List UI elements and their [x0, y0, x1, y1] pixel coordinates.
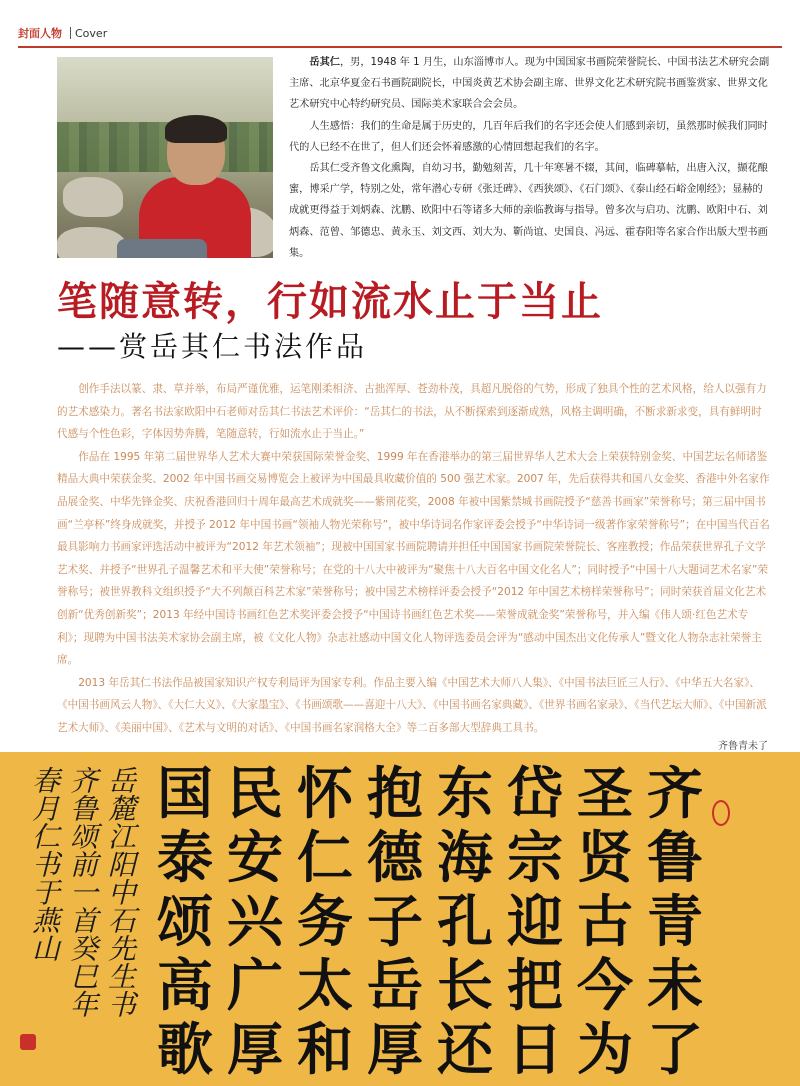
- calligraphy-character: 岳: [367, 953, 423, 1019]
- body-paragraph: 作品在 1995 年第二届世界华人艺术大赛中荣获国际荣誉金奖、1999 年在香港举办的第三届世界华人艺术大会上荣获特别金奖、中国艺坛名师诸鉴精品大典中荣获金奖、2002 年中国书画交易博览会上被评为中国最具收藏价值的 500 强艺术家。2007 年，先后获得共和国八女金奖、香港中外名家作品展金奖、中华先锋金奖、庆祝香港回归十周年最高艺术成就奖——紫荆花奖，2008 年被中国紫禁城书画院授予“慈善书画家”荣誉称号；第三届中国书画“兰亭杯”终身成就奖，并授予 2012 年中国书画“领袖人物光荣称号”，被中华诗词名作家评委会授予“中华诗词一级著作家荣誉称号”；在中国当代百名最具影响力书画家评选活动中被评为“2012 年艺术领袖”；现被中国国家书画院聘请并担任中国国家书画院荣誉院长、客座教授；作品荣获世界孔子文学艺术奖、并授予“世界孔子温馨艺术和平大使”荣誉称号；在党的十八大中被评为“聚焦十八大百名中国文化名人”；同时授予“中国十八大题词艺术名家”荣誉称号；被世界教科文组织授予“大不列颠百科艺术家”荣誉称号；被中国艺术榜样评委会授予“2012 年中国艺术榜样荣誉称号”；同时荣获首届文化艺术创新“优秀创新奖”；2013 年经中国诗书画红色艺术奖评委会授予“中国诗书画红色艺术奖——荣誉成就金奖”荣誉称号，并入编《伟人颂·红色艺术专利》；现聘为中国书法美术家协会副主席，被《文化人物》杂志社感动中国文化人物评选委员会评为“感动中国杰出文化传承人”暨文化人物杂志社荣誉主席。: [57, 450, 770, 667]
- section-label: 封面人物: [18, 27, 62, 40]
- seal-stamp: [20, 1034, 36, 1050]
- intro-paragraph: [289, 52, 771, 116]
- calligraphy-character: 安: [227, 825, 283, 891]
- article-subtitle: ——赏岳其仁书法作品: [57, 330, 368, 363]
- calligraphy-row: [150, 826, 710, 890]
- inscription-column: 齐鲁颂前一首癸巳年: [66, 766, 99, 1018]
- intro-paragraph: 岳其仁受齐鲁文化熏陶，自幼习书，勤勉刻苦，几十年寒暑不辍，其间，临碑摹帖，出唐入汉，撷花酿蜜，博采广学，特别之处，常年潜心专研《张迁碑》、《西狭颂》、《石门颂》、《泰山经石峪金刚经》；显赫的成就更得益于刘炳森、沈鹏、欧阳中石等诸多大师的亲临教诲与指导。曾多次与启功、沈鹏、欧阳中石、刘炳森、范曾、邹德忠、黄永玉、刘文西、刘大为、靳尚谊、史国良、冯远、霍春阳等名家合作出版大型书画集。: [289, 163, 768, 259]
- calligraphy-character: 国: [157, 761, 213, 827]
- calligraphy-character: 青: [647, 889, 703, 955]
- calligraphy-row: [150, 954, 710, 1018]
- calligraphy-character: 和: [297, 1017, 353, 1083]
- calligraphy-character: 抱: [367, 761, 423, 827]
- calligraphy-row: [150, 762, 710, 826]
- calligraphy-character: 东: [437, 761, 493, 827]
- calligraphy-character: 民: [227, 761, 283, 827]
- calligraphy-character: 海: [437, 825, 493, 891]
- calligraphy-character: 颂: [157, 889, 213, 955]
- seal-stamp: [712, 800, 730, 826]
- portrait-hair: [165, 115, 227, 143]
- article-title: 笔随意转，行如流水止于当止: [57, 278, 603, 325]
- calligraphy-character: 岱: [507, 761, 563, 827]
- calligraphy-row: [150, 1018, 710, 1082]
- calligraphy-inscription: [16, 766, 136, 1076]
- intro-bio: ，男，1948 年 1 月生，山东淄博市人。现为中国国家书画院荣誉院长、中国书法艺术研究会副主席、北京华夏金石书画院副院长，中国炎黄艺术协会副主席、世界文化艺术研究院书画鉴赏家、世界文化艺术研究中心特约研究员、国际美术家联合会会员。: [289, 57, 770, 111]
- artist-name: 岳其仁: [309, 57, 340, 68]
- calligraphy-character: 贤: [577, 825, 633, 891]
- calligraphy-character: 广: [227, 953, 283, 1019]
- calligraphy-character: 太: [297, 953, 353, 1019]
- calligraphy-character: 圣: [577, 761, 633, 827]
- section-label-en: Cover: [75, 26, 108, 40]
- portrait-rock: [63, 177, 123, 217]
- calligraphy-character: 宗: [507, 825, 563, 891]
- calligraphy-character: 德: [367, 825, 423, 891]
- calligraphy-character: 泰: [157, 825, 213, 891]
- portrait-pants: [117, 239, 207, 258]
- calligraphy-character: 了: [647, 1017, 703, 1083]
- body-paragraph: 创作手法以篆、隶、草并举，布局严谨优雅，运笔刚柔相济、古拙浑厚、苍劲朴茂，具超凡脱俗的气势，形成了独具个性的艺术风格，给人以强有力的艺术感染力。著名书法家欧阳中石老师对岳其仁书法艺术评价：“岳其仁的书法，从不断探索到逐渐成熟，风格主调明确，不断求新求变，具有鲜明时代感与个性色彩，字体因势奔腾，笔随意转，行如流水止于当止。”: [57, 383, 767, 441]
- calligraphy-character: 长: [437, 953, 493, 1019]
- calligraphy-character: 日: [507, 1017, 563, 1083]
- calligraphy-character: 高: [157, 953, 213, 1019]
- calligraphy-character: 务: [297, 889, 353, 955]
- calligraphy-character: 还: [437, 1017, 493, 1083]
- calligraphy-character: 厚: [367, 1017, 423, 1083]
- calligraphy-main-text: [150, 762, 710, 1082]
- calligraphy-character: 把: [507, 953, 563, 1019]
- calligraphy-character: 厚: [227, 1017, 283, 1083]
- calligraphy-character: 未: [647, 953, 703, 1019]
- calligraphy-character: 古: [577, 889, 633, 955]
- calligraphy-character: 怀: [297, 761, 353, 827]
- calligraphy-character: 歌: [157, 1017, 213, 1083]
- header-divider: [70, 27, 71, 39]
- calligraphy-character: 孔: [437, 889, 493, 955]
- calligraphy-character: 子: [367, 889, 423, 955]
- calligraphy-row: [150, 890, 710, 954]
- intro-paragraph: 人生感悟：我们的生命是属于历史的，几百年后我们的名字还会使人们感到亲切，虽然那时候我们同时代的人已经不在世了，但人们还会怀着感激的心情回想起我们的名字。: [289, 120, 768, 153]
- artist-portrait: [57, 57, 273, 258]
- inscription-column: 岳麓江阳中石先生书: [104, 766, 137, 1018]
- section-header: [18, 22, 107, 44]
- header-rule: [18, 46, 782, 48]
- calligraphy-character: 今: [577, 953, 633, 1019]
- article-body: [57, 378, 772, 740]
- artist-intro: [289, 52, 771, 264]
- calligraphy-character: 兴: [227, 889, 283, 955]
- calligraphy-artwork: [0, 752, 800, 1086]
- calligraphy-character: 齐: [647, 761, 703, 827]
- calligraphy-character: 迎: [507, 889, 563, 955]
- calligraphy-character: 仁: [297, 825, 353, 891]
- calligraphy-character: 鲁: [647, 825, 703, 891]
- artwork-caption: 齐鲁青未了: [718, 741, 768, 752]
- inscription-column: 春月仁书于燕山: [28, 766, 61, 962]
- calligraphy-character: 为: [577, 1017, 633, 1083]
- body-paragraph: 2013 年岳其仁书法作品被国家知识产权专利局评为国家专利。作品主要入编《中国艺术大师八人集》、《中国书法巨匠三人行》、《中华五大名家》、《中国书画风云人物》、《大仁大义》、《大家墨宝》、《书画颂歌——喜迎十八大》、《中国书画名家典藏》、《世界书画名家录》、《当代艺坛大师》、《中国新派艺术大师》、《美丽中国》、《艺术与文明的对话》、《中国书画名家润格大全》等二百多部大型辞典工具书。: [57, 676, 767, 734]
